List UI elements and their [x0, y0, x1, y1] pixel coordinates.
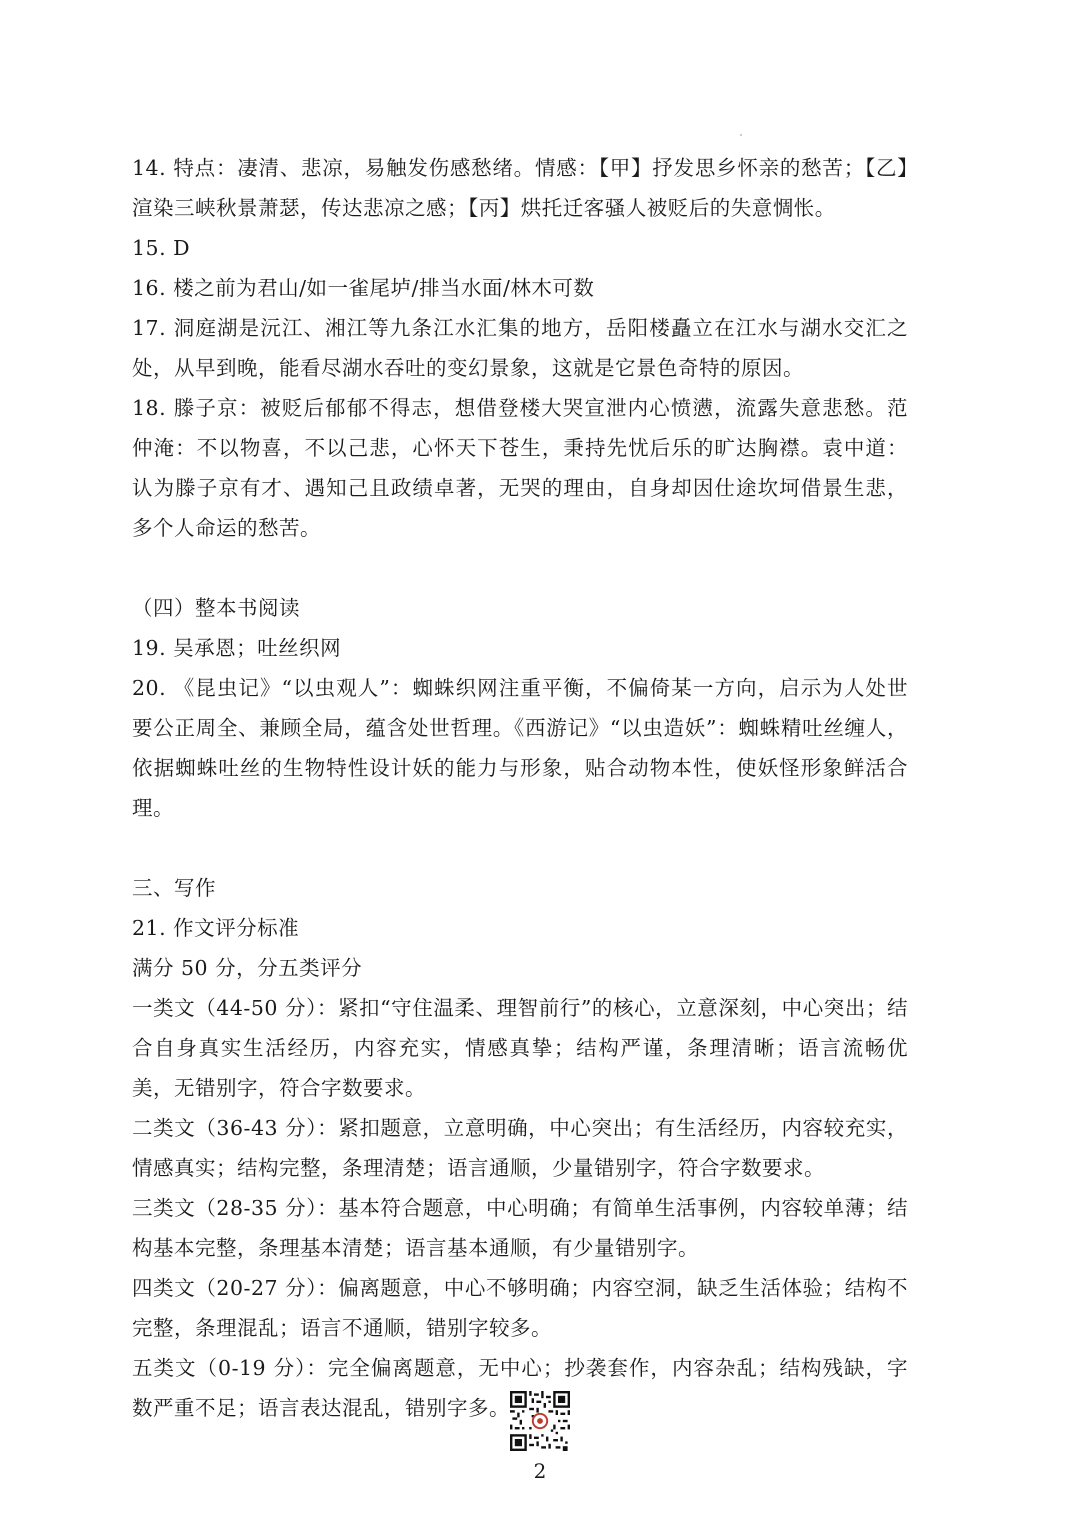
- section-heading-writing: 三、写作: [132, 876, 216, 900]
- spacer: [132, 548, 908, 588]
- category-1: 一类文（44-50 分）：紧扣“守住温柔、理智前行”的核心，立意深刻，中心突出；结合自身真实生活经历，内容充实，情感真挚；结构严谨，条理清晰；语言流畅优美，无错别字，符合字数要求。: [132, 996, 908, 1100]
- scan-speck: [740, 134, 742, 136]
- category-4: 四类文（20-27 分）：偏离题意，中心不够明确；内容空洞，缺乏生活体验；结构不完整，条理混乱；语言不通顺，错别字较多。: [132, 1276, 908, 1340]
- answer-16: 16. 楼之前为君山/如一雀尾垆/排当水面/林木可数: [132, 276, 595, 300]
- answer-15: 15. D: [132, 236, 191, 260]
- spacer: [132, 828, 908, 868]
- category-3: 三类文（28-35 分）：基本符合题意，中心明确；有简单生活事例，内容较单薄；结构基本完整，条理基本清楚；语言基本通顺，有少量错别字。: [132, 1196, 908, 1260]
- section-heading-4: （四）整本书阅读: [132, 596, 300, 620]
- page-number: 2: [533, 1459, 547, 1483]
- answer-14: 14. 特点：凄清、悲凉，易触发伤感愁绪。情感：【甲】抒发思乡怀亲的愁苦；【乙】渲染三峡秋景萧瑟，传达悲凉之感；【丙】烘托迁客骚人被贬后的失意惆怅。: [132, 156, 908, 220]
- answer-19: 19. 吴承恩；吐丝织网: [132, 636, 342, 660]
- answer-21: 21. 作文评分标准: [132, 916, 300, 940]
- category-2: 二类文（36-43 分）：紧扣题意，立意明确，中心突出；有生活经历，内容较充实，情感真实；结构完整，条理清楚；语言通顺，少量错别字，符合字数要求。: [132, 1116, 908, 1180]
- score-total: 满分 50 分，分五类评分: [132, 956, 363, 980]
- category-5: 五类文（0-19 分）：完全偏离题意，无中心；抄袭套作，内容杂乱；结构残缺，字数严重不足；语言表达混乱，错别字多。: [132, 1356, 908, 1420]
- answer-17: 17. 洞庭湖是沅江、湘江等九条江水汇集的地方，岳阳楼矗立在江水与湖水交汇之处，从早到晚，能看尽湖水吞吐的变幻景象，这就是它景色奇特的原因。: [132, 316, 908, 380]
- answer-18: 18. 滕子京：被贬后郁郁不得志，想借登楼大哭宣泄内心愤懑，流露失意悲愁。范仲淹：不以物喜，不以己悲，心怀天下苍生，秉持先忧后乐的旷达胸襟。袁中道：认为滕子京有才、遇知己且政绩卓著，无哭的理由，自身却因仕途坎坷借景生悲，多个人命运的愁苦。: [132, 396, 908, 540]
- qr-code-icon: [510, 1391, 570, 1451]
- answer-20: 20. 《昆虫记》“以虫观人”：蜘蛛织网注重平衡，不偏倚某一方向，启示为人处世要公正周全、兼顾全局，蕴含处世哲理。《西游记》“以虫造妖”：蜘蛛精吐丝缠人，依据蜘蛛吐丝的生物特性设计妖的能力与形象，贴合动物本性，使妖怪形象鲜活合理。: [132, 676, 908, 820]
- answer-text: [132, 148, 908, 1428]
